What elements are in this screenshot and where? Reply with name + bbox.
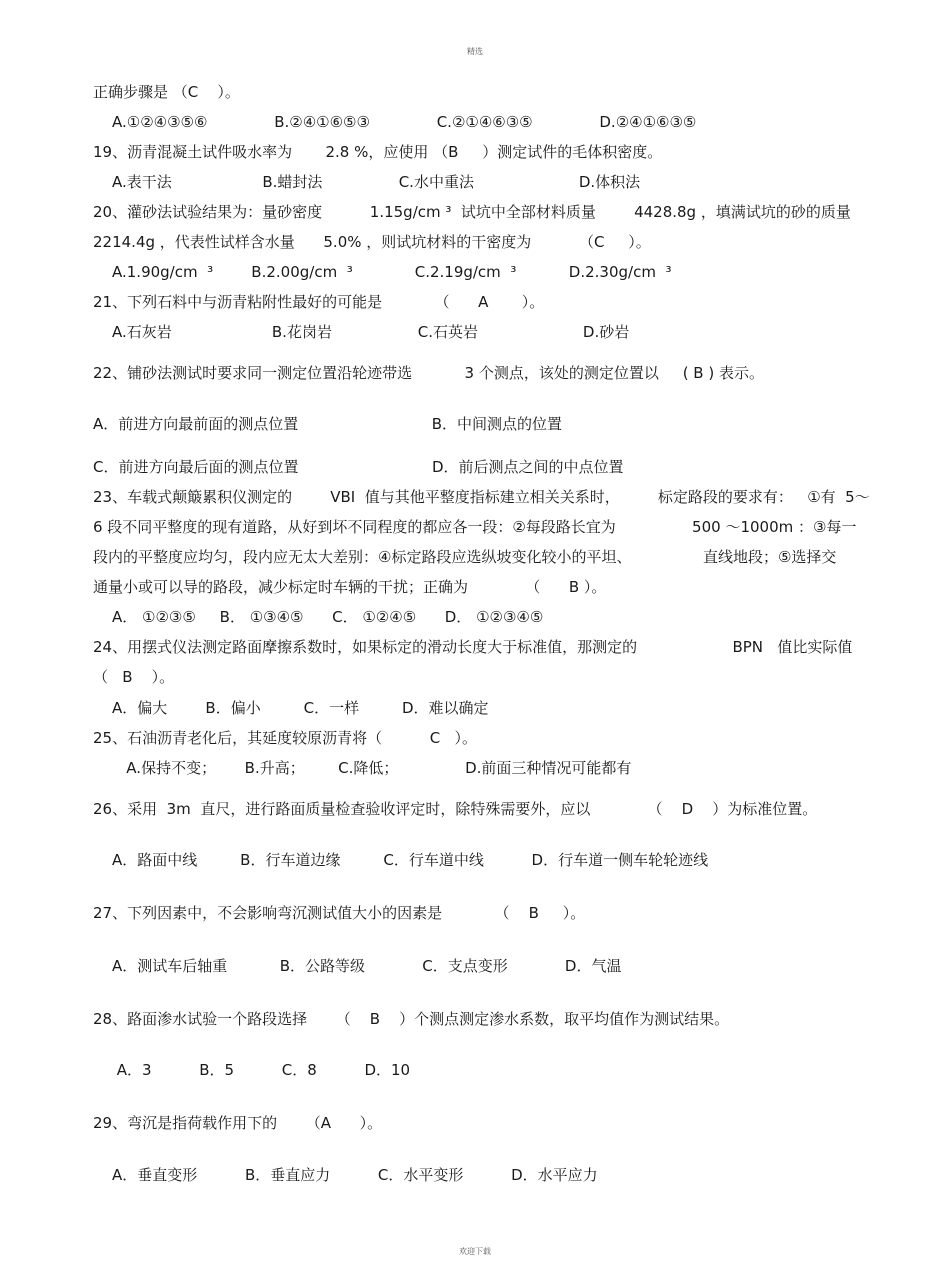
option-line: A.保持不变； B.升高； C.降低； D.前面三种情况可能都有 — [112, 759, 632, 777]
question-line: 22、铺砂法测试时要求同一测定位置沿轮迹带选 3 个测点，该处的测定位置以 ( B ) 表示。 — [93, 364, 764, 382]
question-line: 27、下列因素中，不会影响弯沉测试值大小的因素是 （ B ）。 — [93, 904, 586, 922]
question-line: 21、下列石料中与沥青粘附性最好的可能是 （ A ）。 — [93, 293, 545, 311]
option-line: A．测试车后轴重 B．公路等级 C．支点变形 D．气温 — [112, 957, 622, 975]
option-line: A.①②④③⑤⑥ B.②④①⑥⑤③ C.②①④⑥③⑤ D.②④①⑥③⑤ — [112, 113, 697, 131]
question-line: 29、弯沉是指荷载作用下的 （A ）。 — [93, 1114, 383, 1132]
question-line: （ B ）。 — [93, 668, 175, 686]
option-line: A．垂直变形 B．垂直应力 C．水平变形 D．水平应力 — [112, 1166, 598, 1184]
option-line: A．路面中线 B．行车道边缘 C．行车道中线 D．行车道一侧车轮轮迹线 — [112, 851, 709, 869]
question-line: 25、石油沥青老化后，其延度较原沥青将（ C ）。 — [93, 729, 478, 747]
question-line: 23、车载式颠簸累积仪测定的 VBI 值与其他平整度指标建立相关关系时， 标定路段的要求有： ①有 5～ — [93, 488, 870, 506]
question-line: A．前进方向最前面的测点位置 B．中间测点的位置 — [93, 415, 563, 433]
question-line: 20、灌砂法试验结果为：量砂密度 1.15g/cm ³ 试坑中全部材料质量 4428.8g ，填满试坑的砂的质量 — [93, 203, 851, 221]
option-line: A．偏大 B．偏小 C．一样 D．难以确定 — [112, 699, 489, 717]
option-line: A．3 B．5 C．8 D．10 — [112, 1061, 411, 1079]
question-line: 通量小或可以导的路段，减少标定时车辆的干扰；正确为 （ B ）。 — [93, 578, 607, 596]
question-line: 24、用摆式仪法测定路面摩擦系数时，如果标定的滑动长度大于标准值，那测定的 BPN 值比实际值 — [93, 638, 853, 656]
option-line: A.表干法 B.蜡封法 C.水中重法 D.体积法 — [112, 173, 641, 191]
question-line: 28、路面渗水试验一个路段选择 （ B ）个测点测定渗水系数，取平均值作为测试结果。 — [93, 1010, 730, 1028]
question-line: 6 段不同平整度的现有道路，从好到坏不同程度的都应各一段：②每段路长宜为 500 ～1000m ：③每一 — [93, 518, 857, 536]
question-line: 2214.4g ，代表性试样含水量 5.0% ，则试坑材料的干密度为 （C ）。 — [93, 233, 651, 251]
question-line: 段内的平整度应均匀，段内应无太大差别：④标定路段应选纵坡变化较小的平坦、 直线地段；⑤选择交 — [93, 548, 837, 566]
option-line: A.1.90g/cm ³ B.2.00g/cm ³ C.2.19g/cm ³ D.2.30g/cm ³ — [112, 263, 672, 281]
question-line: 正确步骤是 （C ）。 — [93, 83, 240, 101]
question-line: 19、沥青混凝土试件吸水率为 2.8 %，应使用 （B ）测定试件的毛体积密度。 — [93, 143, 663, 161]
option-line: A.石灰岩 B.花岗岩 C.石英岩 D.砂岩 — [112, 323, 630, 341]
page-header: 精选 — [467, 47, 483, 56]
option-line: A． ①②③⑤ B． ①③④⑤ C． ①②④⑤ D． ①②③④⑤ — [112, 608, 544, 626]
question-line: 26、采用 3m 直尺，进行路面质量检查验收评定时，除特殊需要外，应以 （ D ）为标准位置。 — [93, 800, 818, 818]
page-footer: 欢迎下载 — [459, 1247, 491, 1256]
question-line: C．前进方向最后面的测点位置 D．前后测点之间的中点位置 — [93, 458, 624, 476]
